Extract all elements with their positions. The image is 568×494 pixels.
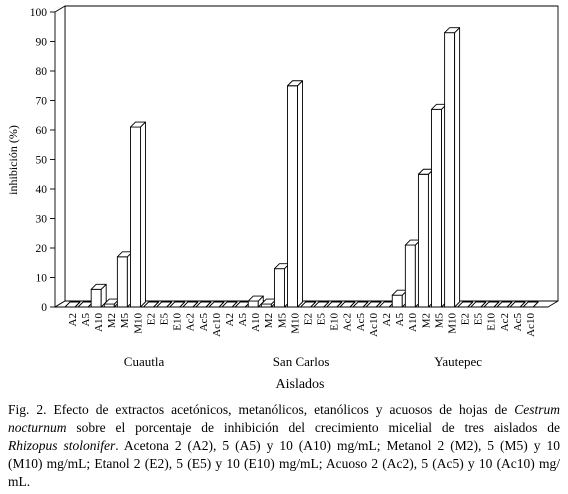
bar-front-face xyxy=(392,295,402,307)
bar-side-face xyxy=(298,81,303,307)
group-label: Cuautla xyxy=(123,354,165,369)
x-tick-label: A5 xyxy=(79,313,92,327)
x-tick-label: A2 xyxy=(66,313,79,327)
x-tick-label: M10 xyxy=(446,313,459,334)
bar-side-face xyxy=(140,122,145,307)
bar-yautepec-m10 xyxy=(445,28,460,307)
group-label: San Carlos xyxy=(272,354,330,369)
x-tick-label: M2 xyxy=(420,313,433,329)
y-tick-label: 90 xyxy=(35,36,47,49)
x-tick-label: A2 xyxy=(223,313,236,327)
bar-san-carlos-m10 xyxy=(288,81,303,307)
caption-line-1 xyxy=(8,401,560,419)
y-tick-label: 40 xyxy=(35,184,47,197)
x-tick-label: Ac5 xyxy=(197,313,210,332)
x-tick-label: Ac5 xyxy=(354,313,367,332)
bar-front-face xyxy=(274,269,284,307)
caption-line-5 xyxy=(8,473,560,491)
x-tick-label: Ac10 xyxy=(525,313,537,337)
x-tick-label: E10 xyxy=(328,313,341,331)
group-label: Yautepec xyxy=(434,354,483,369)
bar-front-face xyxy=(130,127,140,307)
x-tick-label: M2 xyxy=(106,313,119,329)
caption-text: mL. xyxy=(8,474,31,489)
y-tick-label: 0 xyxy=(41,302,47,315)
bar-front-face xyxy=(91,289,101,307)
bar-front-face xyxy=(117,257,127,307)
x-axis-title: Aislados xyxy=(275,377,325,392)
caption-italic-text: Cestrum xyxy=(514,402,560,417)
caption-text: sobre el porcentaje de inhibición del crecimiento micelial de tres aislados de xyxy=(76,420,561,435)
caption-italic-text: Rhizopus stolonifer xyxy=(8,438,116,453)
y-tick-label: 100 xyxy=(29,7,47,20)
bar-front-face xyxy=(445,33,455,307)
caption-line-4 xyxy=(8,455,560,473)
caption-text: Fig. 2. Efecto de extractos acetónicos, metanólicos, etanólicos y acuosos de hojas de xyxy=(8,402,508,417)
bar-side-face xyxy=(455,28,460,307)
x-tick-label: Ac2 xyxy=(341,313,354,332)
x-tick-label: M10 xyxy=(132,313,145,334)
x-tick-label: Ac10 xyxy=(367,313,380,337)
bar-front-face xyxy=(405,245,415,307)
x-tick-label: E5 xyxy=(472,313,485,326)
caption-line-2 xyxy=(8,419,560,437)
caption-text: (M10) mg/mL; Etanol 2 (E2), 5 (E5) y 10 (E10) mg/mL; Acuoso 2 (Ac2), 5 (Ac5) y 10 (Ac10) mg/ xyxy=(8,456,560,471)
x-tick-label: E10 xyxy=(171,313,184,331)
y-tick-label: 60 xyxy=(35,125,47,138)
x-axis-labels xyxy=(67,313,537,369)
x-tick-label: E2 xyxy=(302,313,315,326)
x-tick-label: M5 xyxy=(119,313,132,329)
x-tick-label: Ac2 xyxy=(184,313,197,332)
y-axis xyxy=(30,7,55,314)
bar-cuautla-m10 xyxy=(130,122,145,307)
figure-caption xyxy=(8,401,560,491)
x-tick-label: A5 xyxy=(394,313,407,327)
x-tick-label: M5 xyxy=(433,313,446,329)
x-tick-label: M5 xyxy=(276,313,289,329)
bar-front-face xyxy=(288,86,298,307)
y-tick-label: 50 xyxy=(35,154,47,167)
x-tick-label: A2 xyxy=(381,313,394,327)
y-tick-label: 10 xyxy=(35,272,47,285)
bar-front-face xyxy=(432,109,442,307)
y-tick-label: 80 xyxy=(35,66,47,79)
x-tick-label: A10 xyxy=(93,313,106,332)
x-tick-label: Ac5 xyxy=(511,313,524,332)
y-tick-label: 30 xyxy=(35,213,47,226)
x-tick-label: E2 xyxy=(145,313,158,326)
caption-line-3 xyxy=(8,437,560,455)
bar-front-face xyxy=(248,301,258,307)
caption-italic-text: nocturnum xyxy=(8,420,67,435)
caption-text: . Acetona 2 (A2), 5 (A5) y 10 (A10) mg/mL; Metanol 2 (M2), 5 (M5) y 10 xyxy=(115,438,560,453)
x-tick-label: E5 xyxy=(315,313,328,326)
y-tick-label: 70 xyxy=(35,95,47,108)
side-wall xyxy=(55,6,65,307)
x-tick-label: Ac2 xyxy=(498,313,511,332)
bar-cuautla-a10 xyxy=(91,284,106,307)
x-tick-label: E2 xyxy=(459,313,472,326)
x-tick-label: E10 xyxy=(485,313,498,331)
x-tick-label: M2 xyxy=(263,313,276,329)
x-tick-label: E5 xyxy=(158,313,171,326)
x-tick-label: Ac10 xyxy=(210,313,223,337)
x-tick-label: A10 xyxy=(407,313,420,332)
y-axis-title: inhibición (%) xyxy=(6,125,20,195)
x-tick-label: A10 xyxy=(250,313,263,332)
bar-front-face xyxy=(418,174,428,307)
x-tick-label: M10 xyxy=(289,313,302,334)
x-tick-label: A5 xyxy=(237,313,250,327)
y-tick-label: 20 xyxy=(35,243,47,256)
